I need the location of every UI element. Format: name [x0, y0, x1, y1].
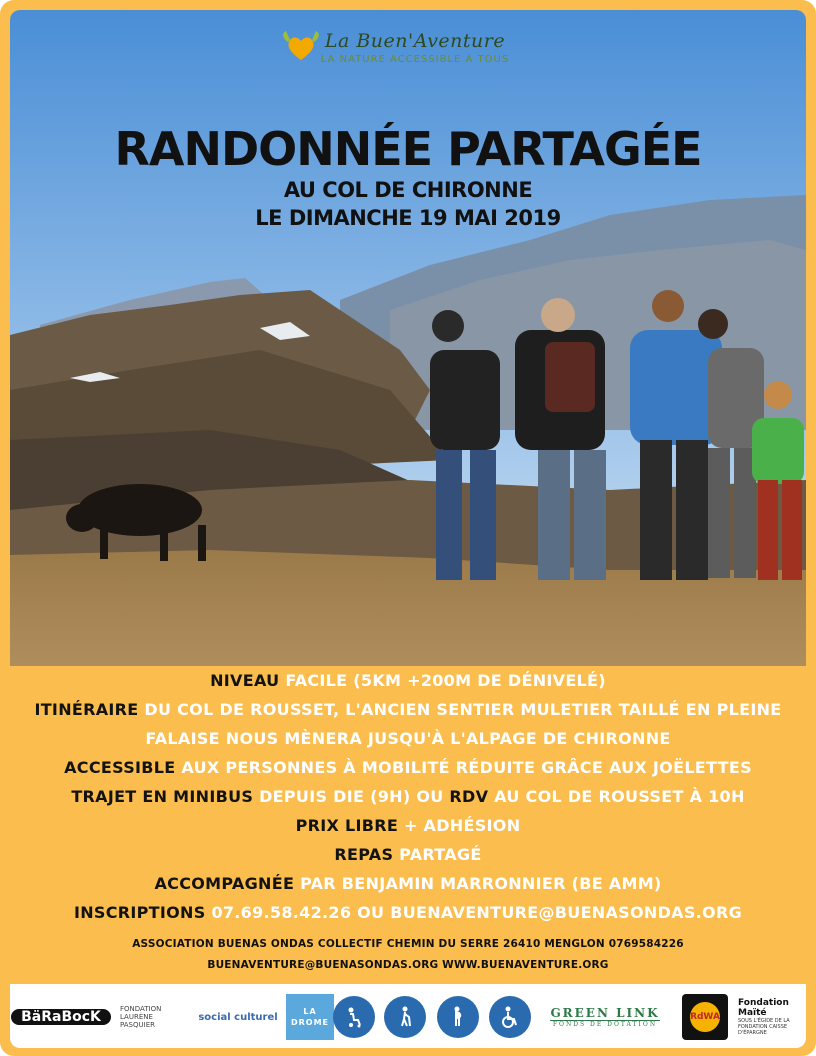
pregnant-icon	[437, 996, 479, 1038]
detail-key: RDV	[449, 787, 489, 806]
page-title: RANDONNÉE PARTAGÉE	[114, 122, 702, 176]
detail-trajet	[0, 782, 816, 811]
detail-key: PRIX LIBRE	[295, 816, 399, 835]
sponsor-barabock	[16, 994, 106, 1040]
footer-web: BUENAVENTURE@BUENASONDAS.ORG WWW.BUENAVENTURE.ORG	[207, 959, 609, 971]
wheelchair-icon	[489, 996, 531, 1038]
detail-key: ACCESSIBLE	[64, 758, 176, 777]
detail-itineraire	[0, 695, 816, 724]
social-culturel-logo: social culturel	[198, 1011, 278, 1023]
detail-value: FACILE (5KM +200M DE DÉNIVELÉ)	[285, 671, 606, 690]
maite-subtitle: SOUS L'ÉGIDE DE LA FONDATION CAISSE D'ÉPARGNE	[738, 1018, 790, 1036]
detail-value: + ADHÉSION	[403, 816, 521, 835]
detail-repas	[0, 840, 816, 869]
detail-key: ITINÉRAIRE	[34, 700, 139, 719]
wheelchair-icon-wrap	[488, 994, 532, 1040]
stroller-icon-wrap	[332, 994, 376, 1040]
logo-name: La Buen'Aventure	[324, 30, 506, 52]
detail-niveau	[0, 666, 816, 695]
detail-value: PARTAGÉ	[399, 845, 482, 864]
logo-tagline: LA NATURE ACCESSIBLE À TOUS	[320, 54, 510, 65]
sponsor-green-link	[546, 994, 664, 1040]
la-drome-logo: LA DROME	[287, 1006, 333, 1028]
green-link-title: GREEN LINK	[550, 1006, 660, 1020]
detail-key: REPAS	[334, 845, 394, 864]
stroller-icon	[333, 996, 375, 1038]
brand-logo	[280, 30, 550, 65]
event-details	[0, 666, 816, 927]
detail-value: FALAISE NOUS MÈNERA JUSQU'À L'ALPAGE DE CHIRONNE	[145, 729, 671, 748]
detail-value: DU COL DE ROUSSET, L'ANCIEN SENTIER MULETIER TAILLÉ EN PLEINE	[144, 700, 782, 719]
fondation-lp-logo: FONDATION LAURÈNE PASQUIER	[120, 1005, 162, 1029]
detail-itineraire-cont	[0, 724, 816, 753]
sponsor-maite	[738, 994, 804, 1040]
heart-wings-icon	[280, 30, 322, 64]
footer-address: ASSOCIATION BUENAS ONDAS COLLECTIF CHEMIN DU SERRE 26410 MENGLON 0769584226	[132, 938, 684, 950]
green-link-subtitle: FONDS DE DOTATION	[552, 1021, 658, 1028]
rdwa-label: RdWA	[690, 1002, 720, 1032]
subtitle-location: AU COL DE CHIRONNE	[283, 178, 533, 202]
detail-value: AU COL DE ROUSSET À 10H	[494, 787, 745, 806]
detail-accompagnee	[0, 869, 816, 898]
rdwa-logo	[682, 994, 728, 1040]
detail-key: NIVEAU	[210, 671, 280, 690]
detail-value: PAR BENJAMIN MARRONNIER (BE AMM)	[300, 874, 662, 893]
sponsor-social-culturel	[192, 994, 284, 1040]
detail-prix	[0, 811, 816, 840]
sponsors-strip	[10, 984, 806, 1048]
maite-title: Fondation Maïté	[738, 998, 789, 1018]
sponsor-rdwa	[680, 994, 730, 1040]
elderly-icon	[384, 996, 426, 1038]
detail-key: TRAJET EN MINIBUS	[71, 787, 254, 806]
detail-key: INSCRIPTIONS	[73, 903, 206, 922]
sponsor-la-drome	[286, 994, 334, 1040]
detail-value: DEPUIS DIE (9H) OU	[259, 787, 444, 806]
detail-accessible	[0, 753, 816, 782]
detail-value: AUX PERSONNES À MOBILITÉ RÉDUITE GRÂCE AUX JOËLETTES	[181, 758, 752, 777]
sponsor-fondation-lp	[120, 994, 182, 1040]
elderly-icon-wrap	[383, 994, 427, 1040]
pregnant-icon-wrap	[436, 994, 480, 1040]
detail-inscriptions	[0, 898, 816, 927]
barabock-logo: BäRaBocK	[11, 1009, 111, 1025]
hero-photo	[10, 10, 806, 666]
detail-key: ACCOMPAGNÉE	[154, 874, 295, 893]
mountain-scene	[10, 10, 806, 666]
detail-value: 07.69.58.42.26 OU BUENAVENTURE@BUENASONDAS.ORG	[211, 903, 743, 922]
subtitle-date: LE DIMANCHE 19 MAI 2019	[255, 206, 561, 230]
contact-footer	[0, 934, 816, 976]
